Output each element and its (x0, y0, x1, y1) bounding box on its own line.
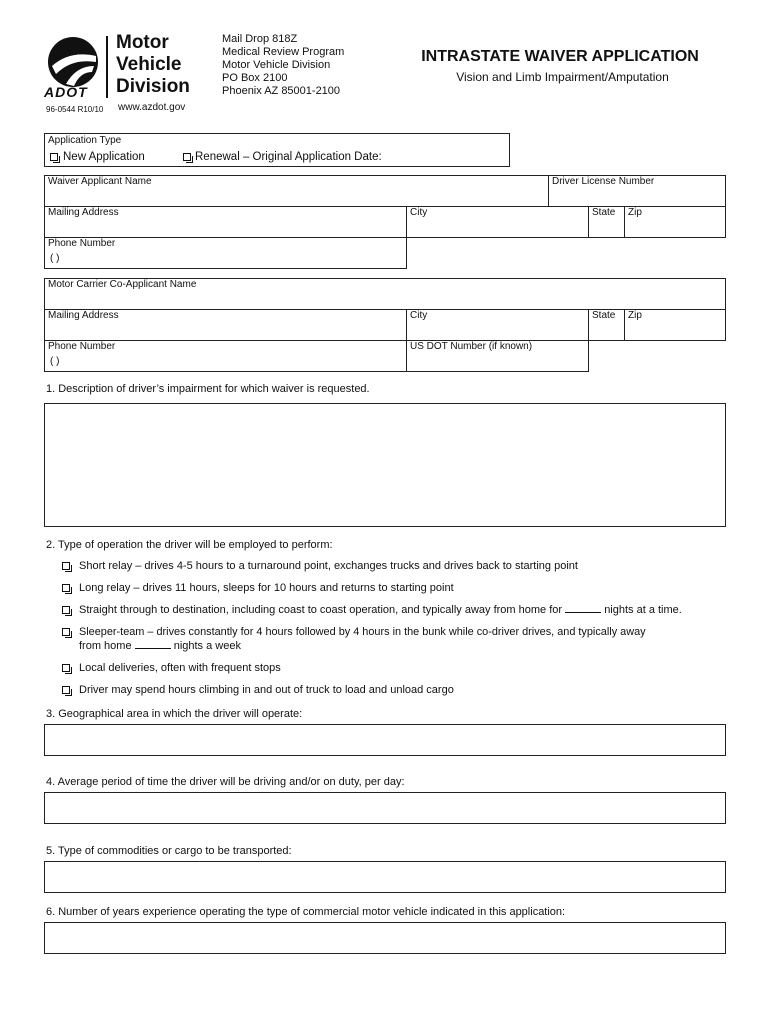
local-deliveries-checkbox[interactable] (62, 664, 70, 672)
long-relay-label: Long relay – drives 11 hours, sleeps for 10 hours and returns to starting point (79, 582, 454, 594)
address-line: Medical Review Program (222, 46, 345, 58)
years-experience-field[interactable] (44, 922, 726, 954)
us-dot-number-label: US DOT Number (if known) (410, 341, 533, 352)
renewal-checkbox[interactable] (183, 153, 191, 161)
straight-through-checkbox[interactable] (62, 606, 70, 614)
carrier-phone-label: Phone Number (48, 341, 116, 352)
wordmark-line-3: Division (116, 76, 190, 97)
applicant-city-label: City (410, 207, 428, 218)
straight-through-text: Straight through to destination, including coast to coast operation, and typically away from home for (79, 604, 563, 616)
question-4-label: 4. Average period of time the driver will be driving and/or on duty, per day: (46, 776, 405, 788)
carrier-name-label: Motor Carrier Co-Applicant Name (48, 279, 197, 290)
sleeper-team-label: Sleeper-team – drives constantly for 4 hours followed by 4 hours in the bunk while co-driver drives, and typically away (79, 626, 646, 638)
local-deliveries-label: Local deliveries, often with frequent stops (79, 662, 281, 674)
address-line: Phoenix AZ 85001-2100 (222, 85, 341, 97)
adot-logo (44, 36, 104, 100)
new-application-label: New Application (63, 151, 145, 163)
mvd-wordmark (116, 32, 190, 98)
nights-week-blank[interactable] (135, 639, 171, 649)
website: www.azdot.gov (118, 102, 186, 113)
page-title: INTRASTATE WAIVER APPLICATION (421, 48, 699, 65)
carrier-address-label: Mailing Address (48, 310, 119, 321)
load-unload-checkbox[interactable] (62, 686, 70, 694)
straight-through-text-end: nights at a time. (604, 604, 682, 616)
straight-through-label (79, 603, 682, 617)
applicant-phone-area: ( ) (50, 253, 60, 264)
carrier-city-label: City (410, 310, 428, 321)
question-3-label: 3. Geographical area in which the driver will operate: (46, 708, 303, 720)
question-6-label: 6. Number of years experience operating the type of commercial motor vehicle indicated in this application: (46, 906, 566, 918)
applicant-address-label: Mailing Address (48, 207, 119, 218)
sleeper-team-checkbox[interactable] (62, 628, 70, 636)
mailing-address-block (222, 33, 344, 98)
renewal-label: Renewal – Original Application Date: (195, 151, 382, 163)
nights-away-blank[interactable] (565, 603, 601, 613)
short-relay-checkbox[interactable] (62, 562, 70, 570)
carrier-state-label: State (592, 310, 616, 321)
carrier-zip-label: Zip (628, 310, 642, 321)
geographical-area-field[interactable] (44, 724, 726, 756)
wordmark-line-2: Vehicle (116, 54, 182, 75)
carrier-city-field[interactable] (406, 309, 589, 341)
load-unload-label: Driver may spend hours climbing in and out of truck to load and unload cargo (79, 684, 454, 696)
address-line: PO Box 2100 (222, 72, 288, 84)
question-5-label: 5. Type of commodities or cargo to be transported: (46, 845, 292, 857)
long-relay-checkbox[interactable] (62, 584, 70, 592)
application-type-label: Application Type (48, 135, 122, 146)
commodities-field[interactable] (44, 861, 726, 893)
impairment-description-field[interactable] (44, 403, 726, 527)
address-line: Motor Vehicle Division (222, 59, 331, 71)
question-2-label: 2. Type of operation the driver will be employed to perform: (46, 539, 333, 551)
applicant-name-label: Waiver Applicant Name (48, 176, 152, 187)
new-application-checkbox[interactable] (50, 153, 58, 161)
adot-emblem-icon (46, 36, 100, 88)
form-number: 96-0544 R10/10 (46, 105, 104, 114)
applicant-phone-label: Phone Number (48, 238, 116, 249)
short-relay-label: Short relay – drives 4-5 hours to a turnaround point, exchanges trucks and drives back to starting point (79, 560, 578, 572)
sleeper-team-text: from home (79, 640, 132, 652)
applicant-state-label: State (592, 207, 616, 218)
carrier-phone-area: ( ) (50, 356, 60, 367)
address-line: Mail Drop 818Z (222, 33, 298, 45)
adot-logo-text: ADOT (44, 84, 88, 100)
sleeper-team-text-end: nights a week (173, 640, 241, 652)
question-1-label: 1. Description of driver’s impairment for which waiver is requested. (46, 383, 370, 395)
applicant-zip-label: Zip (628, 207, 642, 218)
page-subtitle: Vision and Limb Impairment/Amputation (456, 70, 669, 84)
driving-period-field[interactable] (44, 792, 726, 824)
license-number-label: Driver License Number (552, 176, 655, 187)
applicant-city-field[interactable] (406, 206, 589, 238)
wordmark-line-1: Motor (116, 32, 169, 53)
logo-divider (106, 36, 108, 98)
sleeper-team-label-cont (79, 639, 241, 653)
